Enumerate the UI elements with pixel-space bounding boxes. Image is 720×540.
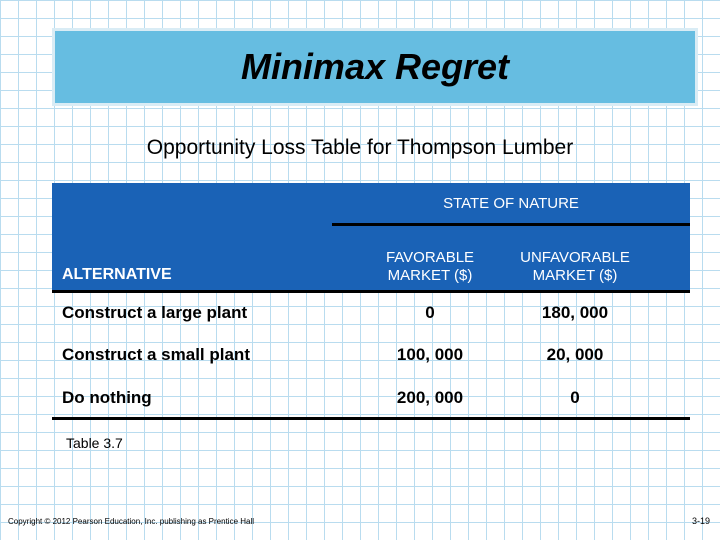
title-banner xyxy=(52,28,698,106)
row-unfavorable-value: 0 xyxy=(570,388,580,407)
unfavorable-header-line2: MARKET ($) xyxy=(532,267,618,284)
favorable-header-line2: MARKET ($) xyxy=(387,267,473,284)
row-favorable-value: 200, 000 xyxy=(396,388,464,407)
table-subtitle: Opportunity Loss Table for Thompson Lumber xyxy=(146,136,574,159)
header-divider xyxy=(332,223,690,226)
alternative-header: ALTERNATIVE xyxy=(62,266,172,283)
slide-title: Minimax Regret xyxy=(240,46,510,87)
state-of-nature-header: STATE OF NATURE xyxy=(443,195,579,212)
favorable-header-line1: FAVORABLE xyxy=(385,249,475,266)
table-caption: Table 3.7 xyxy=(66,435,123,451)
unfavorable-market-header xyxy=(490,249,660,285)
row-favorable-value: 100, 000 xyxy=(396,345,464,364)
row-alternative: Construct a small plant xyxy=(62,345,250,364)
unfavorable-header-line1: UNFAVORABLE xyxy=(520,249,630,266)
row-alternative: Do nothing xyxy=(62,388,152,407)
table-bottom-rule xyxy=(52,417,690,420)
slide-number: 3-19 xyxy=(691,516,710,526)
header-bottom-rule xyxy=(52,290,690,293)
row-unfavorable-value: 20, 000 xyxy=(546,345,604,364)
row-alternative: Construct a large plant xyxy=(62,303,248,322)
row-unfavorable-value: 180, 000 xyxy=(541,303,609,322)
row-favorable-value: 0 xyxy=(425,303,435,322)
copyright-notice: Copyright © 2012 Pearson Education, Inc. publishing as Prentice Hall xyxy=(8,517,255,526)
